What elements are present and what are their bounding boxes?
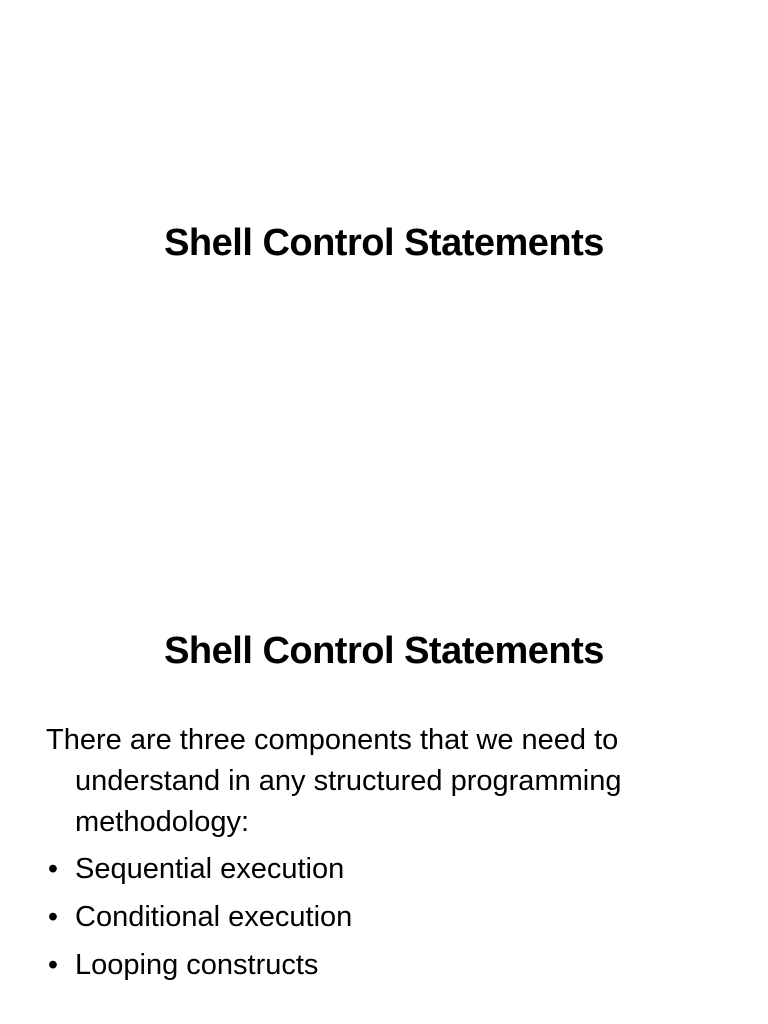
intro-paragraph: There are three components that we need to understand in any structured programming methodology: (46, 724, 622, 838)
list-item (46, 849, 726, 897)
slide-body (46, 720, 726, 993)
content-slide (0, 600, 768, 1024)
bullet-icon: • (47, 853, 59, 885)
bullet-text: Sequential execution (75, 853, 345, 885)
slide-title: Shell Control Statements (164, 222, 604, 264)
bullet-icon: • (47, 901, 59, 933)
bullet-list (46, 849, 726, 993)
title-slide (0, 0, 768, 480)
bullet-text: Looping constructs (75, 949, 319, 981)
list-item (46, 945, 726, 993)
bullet-text: Conditional execution (75, 901, 353, 933)
slide-title: Shell Control Statements (164, 630, 604, 672)
bullet-icon: • (47, 949, 59, 981)
list-item (46, 897, 726, 945)
